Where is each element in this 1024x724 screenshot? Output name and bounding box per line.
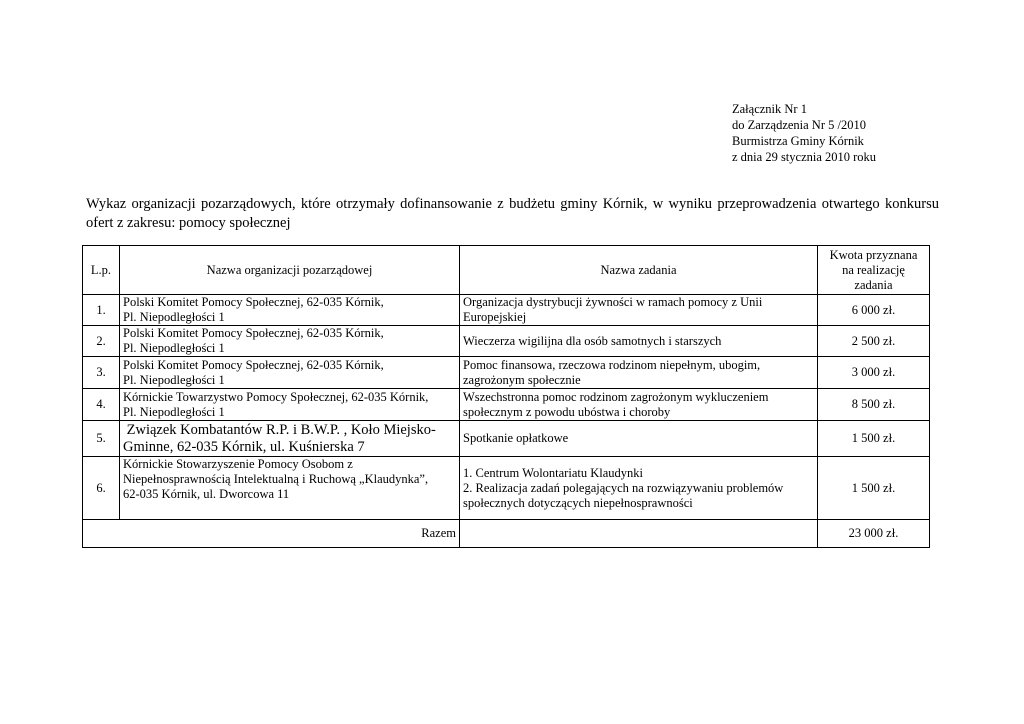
cell-task xyxy=(460,389,818,421)
annex-line: do Zarządzenia Nr 5 /2010 xyxy=(732,118,866,132)
org-line: Związek Kombatantów R.P. i B.W.P. , Koło Miejsko- xyxy=(123,421,436,438)
table-row xyxy=(83,357,930,389)
org-line: Pl. Niepodległości 1 xyxy=(123,310,225,324)
org-line: 62-035 Kórnik, ul. Dworcowa 11 xyxy=(123,487,290,501)
cell-org xyxy=(120,295,460,326)
total-empty-cell xyxy=(460,520,818,548)
table-total-row xyxy=(83,520,930,548)
org-line: Polski Komitet Pomocy Społecznej, 62-035 Kórnik, xyxy=(123,326,384,340)
task-line: zagrożonym społecznie xyxy=(463,372,581,387)
cell-org xyxy=(120,326,460,357)
task-line: 2. Realizacja zadań polegających na rozwiązywaniu problemów xyxy=(463,480,784,495)
task-line: społecznym z powodu ubóstwa i choroby xyxy=(463,404,671,419)
cell-amount: 3 000 zł. xyxy=(818,357,930,389)
table-row xyxy=(83,326,930,357)
table-row xyxy=(83,295,930,326)
org-line: Pl. Niepodległości 1 xyxy=(123,341,225,355)
org-line: Pl. Niepodległości 1 xyxy=(123,372,225,387)
task-line: 1. Centrum Wolontariatu Klaudynki xyxy=(463,465,643,480)
table-row xyxy=(83,421,930,457)
org-line: Polski Komitet Pomocy Społecznej, 62-035 Kórnik, xyxy=(123,357,384,372)
org-line: Kórnickie Stowarzyszenie Pomocy Osobom z xyxy=(123,457,353,471)
cell-amount: 1 500 zł. xyxy=(818,457,930,520)
header-amount xyxy=(818,246,930,295)
cell-org xyxy=(120,389,460,421)
task-line: Europejskiej xyxy=(463,310,527,324)
cell-task xyxy=(460,457,818,520)
grants-table xyxy=(82,245,930,548)
cell-task: Spotkanie opłatkowe xyxy=(460,421,818,457)
task-line: Organizacja dystrybucji żywności w ramach pomocy z Unii xyxy=(463,295,763,309)
task-line: społecznych dotyczących niepełnosprawności xyxy=(463,495,693,510)
cell-lp: 1. xyxy=(83,295,120,326)
org-line: Pl. Niepodległości 1 xyxy=(123,404,225,419)
total-amount: 23 000 zł. xyxy=(818,520,930,548)
header-amount-line: na realizację xyxy=(842,262,905,277)
cell-lp: 3. xyxy=(83,357,120,389)
header-org: Nazwa organizacji pozarządowej xyxy=(120,246,460,295)
org-line: Polski Komitet Pomocy Społecznej, 62-035 Kórnik, xyxy=(123,295,384,309)
table-row xyxy=(83,457,930,520)
task-line: Wszechstronna pomoc rodzinom zagrożonym wykluczeniem xyxy=(463,389,769,404)
header-amount-line: Kwota przyznana xyxy=(829,247,918,262)
annex-block xyxy=(732,101,876,165)
cell-task: Wieczerza wigilijna dla osób samotnych i starszych xyxy=(460,326,818,357)
table-header-row xyxy=(83,246,930,295)
table-row xyxy=(83,389,930,421)
total-label: Razem xyxy=(83,520,460,548)
intro-paragraph: Wykaz organizacji pozarządowych, które otrzymały dofinansowanie z budżetu gminy Kórnik, w wyniku przeprowadzenia otwartego konkursu ofert z zakresu: pomocy społecznej xyxy=(86,196,939,231)
org-line: Kórnickie Towarzystwo Pomocy Społecznej, 62-035 Kórnik, xyxy=(123,389,429,404)
header-task: Nazwa zadania xyxy=(460,246,818,295)
cell-org xyxy=(120,357,460,389)
header-amount-line: zadania xyxy=(854,277,893,292)
cell-amount: 1 500 zł. xyxy=(818,421,930,457)
cell-lp: 2. xyxy=(83,326,120,357)
cell-amount: 6 000 zł. xyxy=(818,295,930,326)
cell-task xyxy=(460,357,818,389)
task-line: Pomoc finansowa, rzeczowa rodzinom niepełnym, ubogim, xyxy=(463,357,761,372)
annex-line: Załącznik Nr 1 xyxy=(732,102,807,116)
cell-org xyxy=(120,421,460,457)
cell-amount: 8 500 zł. xyxy=(818,389,930,421)
annex-line: z dnia 29 stycznia 2010 roku xyxy=(732,150,877,164)
cell-org xyxy=(120,457,460,520)
org-line: Niepełnosprawnością Intelektualną i Ruchową „Klaudynka”, xyxy=(123,472,429,486)
org-line: Gminne, 62-035 Kórnik, ul. Kuśnierska 7 xyxy=(123,438,365,455)
cell-lp: 4. xyxy=(83,389,120,421)
cell-task xyxy=(460,295,818,326)
cell-amount: 2 500 zł. xyxy=(818,326,930,357)
annex-line: Burmistrza Gminy Kórnik xyxy=(732,134,864,148)
cell-lp: 5. xyxy=(83,421,120,457)
cell-lp: 6. xyxy=(83,457,120,520)
header-lp: L.p. xyxy=(83,246,120,295)
